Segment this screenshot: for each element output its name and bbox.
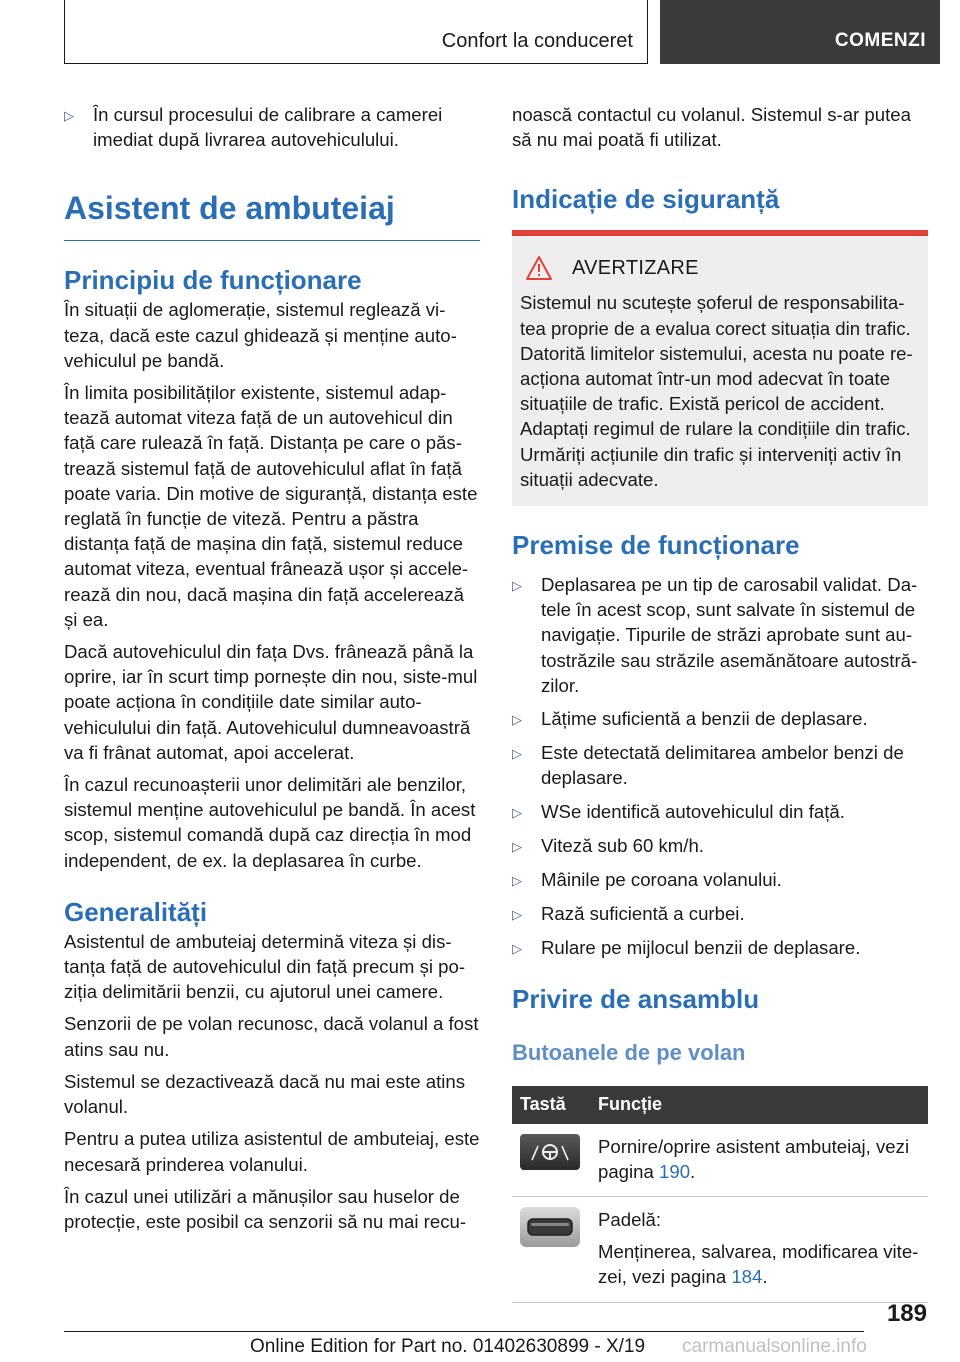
left-column xyxy=(64,102,480,1241)
list-item-text: WSe identifică autovehiculul din față. xyxy=(541,800,845,822)
watermark: carmanualsonline.info xyxy=(682,1336,867,1357)
function-text: Menținerea, salvarea, modificarea vite-zei, vezi pagina xyxy=(598,1241,919,1288)
warning-box xyxy=(512,230,928,506)
list-item xyxy=(512,901,928,927)
triangle-right-icon: ▷ xyxy=(512,746,522,762)
buttons-table xyxy=(512,1086,928,1303)
warning-header xyxy=(520,256,920,280)
footer-divider xyxy=(64,1331,864,1332)
list-item xyxy=(512,935,928,961)
list-item xyxy=(512,706,928,732)
section-heading-general: Generalități xyxy=(64,896,208,927)
paragraph: În cazul recunoașterii unor delimitări ale benzilor, sistemul menține autovehiculul pe bandă. În acest scop, sistemul comandă după caz direcția în mod independent, de ex. la deplasarea în curbe. xyxy=(64,774,476,871)
table-row xyxy=(512,1197,928,1303)
warning-triangle-icon xyxy=(526,256,552,280)
section-heading-safety: Indicație de siguranță xyxy=(512,184,780,215)
table-header-function: Funcție xyxy=(590,1086,928,1124)
list-item-text: Viteză sub 60 km/h. xyxy=(541,834,704,856)
list-item-text: Rulare pe mijlocul benzii de deplasare. xyxy=(541,937,861,959)
header-section-title: Confort la conduceret xyxy=(441,30,633,52)
page-link[interactable]: 190 xyxy=(659,1160,691,1182)
section-heading-overview: Privire de ansamblu xyxy=(512,983,760,1014)
list-item xyxy=(512,799,928,825)
list-item-text: Lățime suficientă a benzii de deplasare. xyxy=(541,708,868,730)
paragraph: Senzorii de pe volan recunosc, dacă volanul a fost atins sau nu. xyxy=(64,1013,479,1060)
function-title: Padelă: xyxy=(598,1209,662,1231)
table-cell-icon xyxy=(512,1197,590,1303)
list-item xyxy=(512,572,928,698)
table-cell-function: Pornire/oprire asistent ambuteiaj, vezi pagina 190. xyxy=(590,1124,928,1197)
paddle-icon xyxy=(520,1207,580,1247)
list-item-text: Mâinile pe coroana volanului. xyxy=(541,869,782,891)
footer-edition: Online Edition for Part no. 01402630899 - X/19 xyxy=(250,1336,646,1357)
paragraph: Sistemul se dezactivează dacă nu mai este atins volanul. xyxy=(64,1070,466,1118)
steering-assist-button-icon xyxy=(520,1134,580,1170)
page-title: Asistent de ambuteiaj xyxy=(64,188,480,241)
list-item xyxy=(64,102,480,152)
table-cell-icon xyxy=(512,1124,590,1197)
warning-text: Sistemul nu scutește șoferul de responsabilita-tea proprie de a evalua corect situația din trafic. Datorită limitelor sistemului, acesta nu poate re-acționa automat într-un mod adecvat în toate situațiile de trafic. Există pericol de accident. Adaptați regimul de rulare la condițiile din trafic. Urmăriți acțiunile din trafic și interveniți activ în situații adecvate. xyxy=(520,292,913,490)
warning-label: AVERTIZARE xyxy=(572,256,699,279)
table-cell-function: Padelă: Menținerea, salvarea, modificarea vite-zei, vezi pagina 184. xyxy=(590,1197,928,1303)
paragraph: În situații de aglomerație, sistemul reglează vi-teza, dacă este cazul ghidează și menține auto-vehiculul pe bandă. xyxy=(64,299,457,371)
triangle-right-icon: ▷ xyxy=(512,907,522,923)
section-heading-prereq: Premise de funcționare xyxy=(512,530,800,561)
page-link[interactable]: 184 xyxy=(731,1266,763,1288)
header-section-box xyxy=(64,0,648,64)
triangle-right-icon: ▷ xyxy=(512,712,522,728)
function-text: Pornire/oprire asistent ambuteiaj, vezi pagina xyxy=(598,1135,910,1182)
triangle-right-icon: ▷ xyxy=(512,941,522,957)
right-column xyxy=(512,102,928,1303)
list-item-text: Deplasarea pe un tip de carosabil validat. Da-tele în acest scop, sunt salvate în sistemul de navigație. Tipurile de străzi aprobate sunt au-tostrăzile sau străzile asemănătoare autostră-zilor. xyxy=(541,574,918,696)
header-chapter-title: COMENZI xyxy=(834,30,926,51)
list-item xyxy=(512,833,928,859)
paragraph: Dacă autovehiculul din fața Dvs. frânează până la oprire, iar în scurt timp pornește din nou, siste-mul poate acționa în condițiile date similar auto-vehiculului din față. Autovehiculul dumneavoastră va fi frânat automat, apoi accelerat. xyxy=(64,641,478,763)
list-item xyxy=(512,867,928,893)
section-heading-principle: Principiu de funcționare xyxy=(64,265,362,296)
paragraph: noască contactul cu volanul. Sistemul s-ar putea să nu mai poată fi utilizat. xyxy=(512,104,911,151)
triangle-right-icon: ▷ xyxy=(512,578,522,594)
triangle-right-icon: ▷ xyxy=(64,108,74,123)
triangle-right-icon: ▷ xyxy=(512,804,522,820)
triangle-right-icon: ▷ xyxy=(512,838,522,854)
subsection-heading-buttons: Butoanele de pe volan xyxy=(512,1039,746,1065)
table-header-key: Tastă xyxy=(512,1086,590,1124)
paragraph: Asistentul de ambuteiaj determină viteza și dis-tanța față de autovehiculul din față precum și po-ziția delimitării benzii, cu ajutorul unei camere. xyxy=(64,930,466,1003)
list-item xyxy=(512,740,928,790)
table-header-row xyxy=(512,1086,928,1124)
page-number: 189 xyxy=(886,1300,927,1327)
list-item-text: În cursul procesului de calibrare a camerei imediat după livrarea autovehiculului. xyxy=(93,104,443,151)
list-item-text: Rază suficientă a curbei. xyxy=(541,903,745,925)
paragraph: În cazul unei utilizări a mănușilor sau huselor de protecție, este posibil ca senzorii să nu mai recu- xyxy=(64,1185,467,1232)
triangle-right-icon: ▷ xyxy=(512,873,522,889)
paragraph: Pentru a putea utiliza asistentul de ambuteiaj, este necesară prinderea volanului. xyxy=(64,1128,480,1175)
table-row xyxy=(512,1124,928,1197)
paragraph: În limita posibilităților existente, sistemul adap-tează automat viteza față de un autovehicul din față care rulează în față. Distanța pe care o păs-trează sistemul față de autovehiculul aflat în față poate varia. Din motive de siguranță, distanța este reglată în funcție de viteză. Pentru a păstra distanța față de mașina din față, sistemul reduce automat viteza, eventual frânează ușor și accele-rează din nou, dacă mașina din față accelerează și ea. xyxy=(64,382,478,630)
header-chapter-box xyxy=(660,0,940,64)
list-item-text: Este detectată delimitarea ambelor benzi de deplasare. xyxy=(541,742,904,789)
